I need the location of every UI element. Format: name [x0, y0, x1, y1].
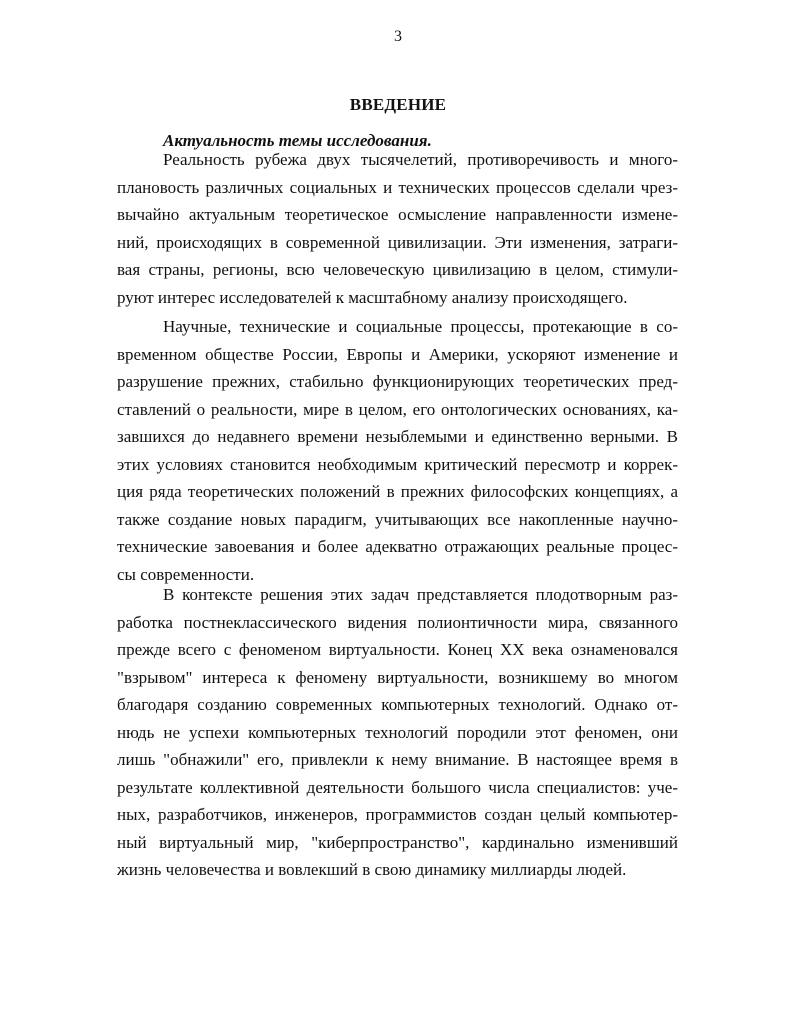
paragraph-3 [117, 581, 678, 884]
paragraph-line: ний, происходящих в современной цивилизации. Эти изменения, затраги- [117, 232, 678, 252]
paragraph-line: плановость различных социальных и технических процессов сделали чрез- [117, 177, 678, 197]
paragraph-line: ных, разработчиков, инженеров, программистов создан целый компьютер- [117, 805, 678, 824]
paragraph-line: ный виртуальный мир, "киберпространство", кардинально изменивший [117, 832, 678, 852]
paragraph-1 [117, 146, 678, 311]
paragraph-line: В контексте решения этих задач представляется плодотворным раз- [163, 585, 678, 604]
paragraph-line: вычайно актуальным теоретическое осмысление направленности измене- [117, 205, 678, 224]
paragraph-line: также создание новых парадигм, учитывающих все накопленные научно- [117, 509, 678, 529]
paragraph-line: руют интерес исследователей к масштабному анализу происходящего. [117, 287, 628, 307]
paragraph-line: нюдь не успехи компьютерных технологий породили этот феномен, они [117, 722, 678, 742]
paragraph-line: лишь "обнажили" его, привлекли к нему внимание. В настоящее время в [117, 750, 678, 769]
page-number: 3 [394, 28, 402, 45]
paragraph-line: благодаря созданию современных компьютерных технологий. Однако от- [117, 695, 678, 714]
paragraph-line: "взрывом" интереса к феномену виртуальности, возникшему во многом [117, 667, 678, 687]
paragraph-line: разрушение прежних, стабильно функционирующих теоретических пред- [117, 372, 678, 391]
paragraph-line: результате коллективной деятельности большого числа специалистов: уче- [117, 777, 678, 797]
paragraph-line: Научные, технические и социальные процессы, протекающие в со- [163, 317, 678, 336]
paragraph-line: технические завоевания и более адекватно отражающих реальные процес- [117, 537, 678, 556]
paragraph-line: работка постнеклассического видения полионтичности мира, связанного [117, 612, 678, 632]
paragraph-line: этих условиях становится необходимым критический пересмотр и коррек- [117, 454, 678, 474]
paragraph-line: ставлений о реальности, мире в целом, его онтологических основаниях, ка- [117, 399, 678, 419]
paragraph-line: жизнь человечества и вовлекший в свою динамику миллиарды людей. [117, 860, 627, 879]
page-title: ВВЕДЕНИЕ [349, 95, 447, 114]
section-subtitle: Актуальность темы исследования. [163, 131, 432, 150]
paragraph-2 [117, 313, 678, 588]
paragraph-line: сы современности. [117, 564, 255, 584]
paragraph-line: прежде всего с феноменом виртуальности. Конец XX века ознаменовался [117, 640, 678, 659]
paragraph-line: ция ряда теоретических положений в прежних философских концепциях, а [117, 482, 678, 501]
paragraph-line: временном обществе России, Европы и Америки, ускоряют изменение и [117, 344, 678, 364]
paragraph-line: Реальность рубежа двух тысячелетий, противоречивость и много- [163, 150, 678, 169]
paragraph-line: вая страны, регионы, всю человеческую цивилизацию в целом, стимули- [117, 260, 678, 279]
paragraph-line: завшихся до недавнего времени незыблемыми и единственно верными. В [117, 427, 678, 446]
